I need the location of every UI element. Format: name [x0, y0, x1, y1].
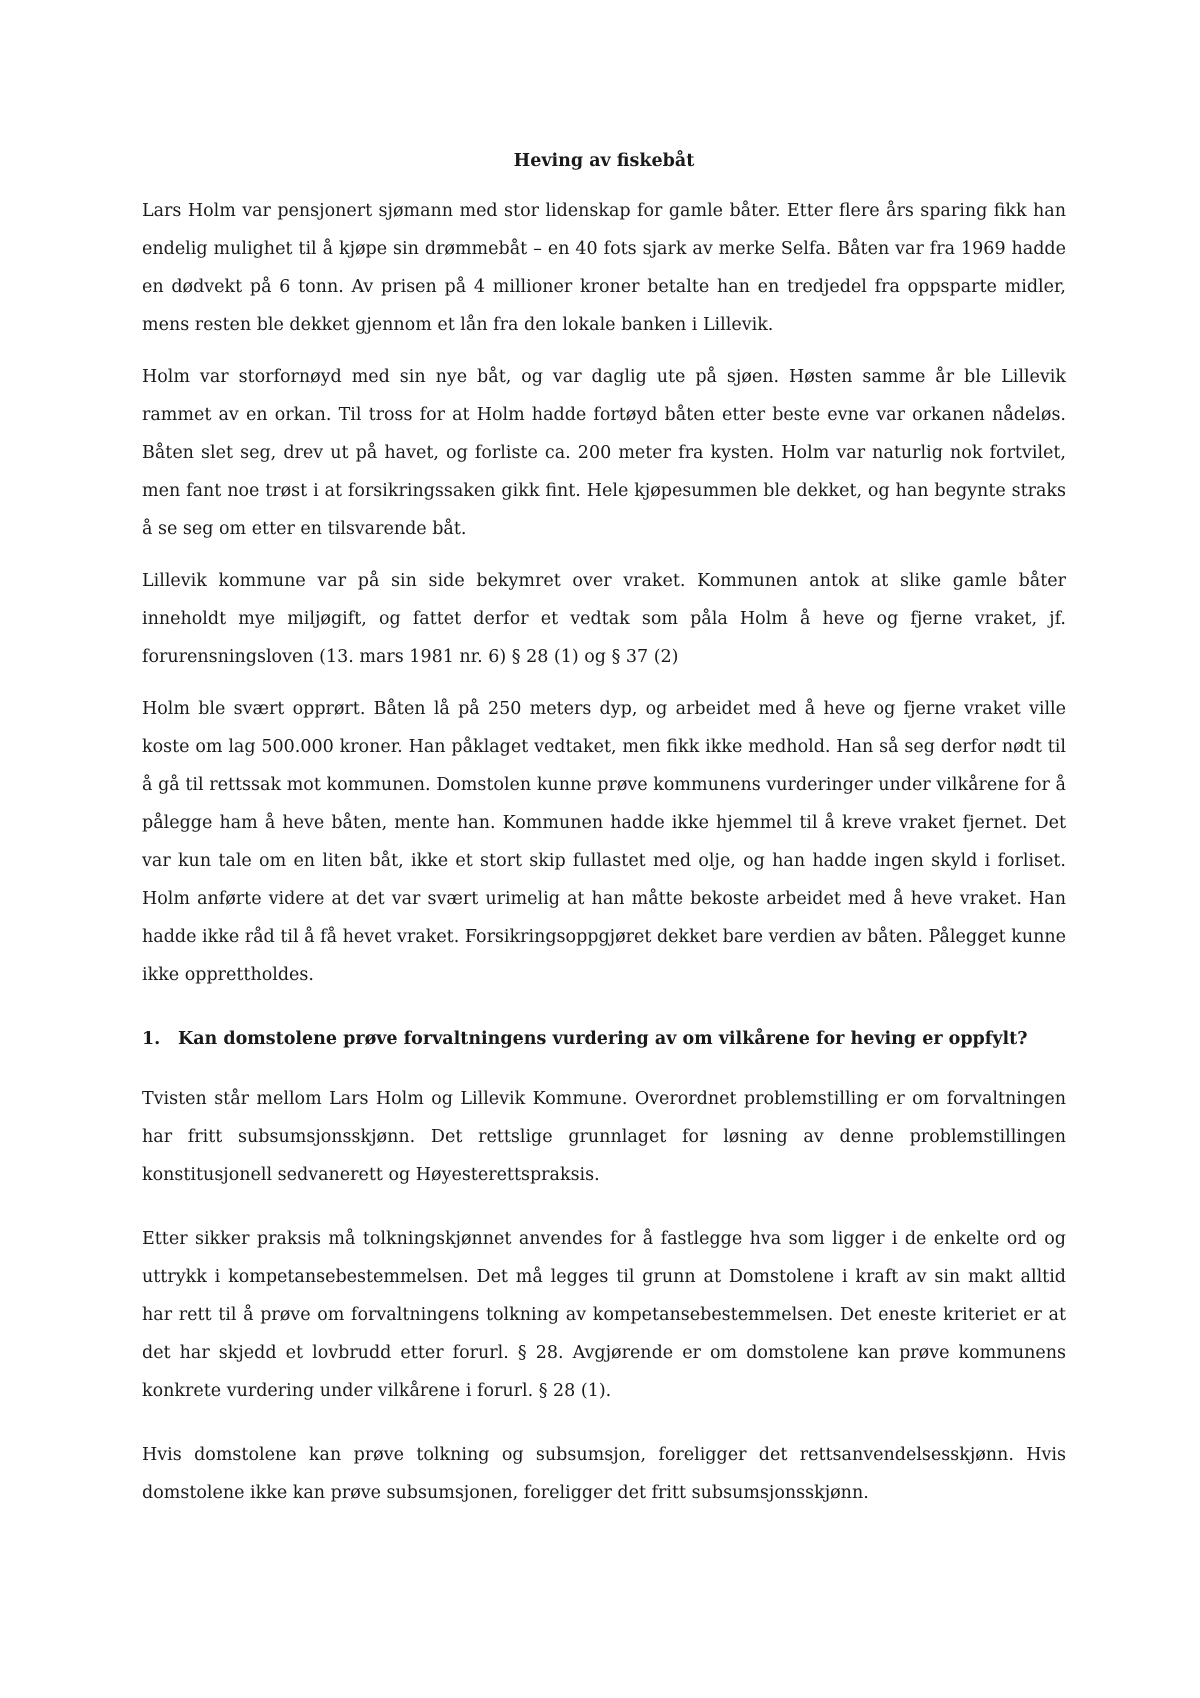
section-heading — [142, 1020, 1066, 1058]
section-paragraph-1: Tvisten står mellom Lars Holm og Lillevik Kommune. Overordnet problemstilling er om forvaltningen har fritt subsumsjonsskjønn. Det rettslige grunnlaget for løsning av denne problemstillingen konstitusjonell sedvanerett og Høyesterettspraksis. — [142, 1089, 1066, 1185]
intro-paragraph-2: Holm var storfornøyd med sin nye båt, og var daglig ute på sjøen. Høsten samme år ble Lillevik rammet av en orkan. Til tross for at Holm hadde fortøyd båten etter beste evne var orkanen nådeløs. Båten slet seg, drev ut på havet, og forliste ca. 200 meter fra kysten. Holm var naturlig nok fortvilet, men fant noe trøst i at forsikringssaken gikk fint. Hele kjøpesummen ble dekket, og han begynte straks å se seg om etter en tilsvarende båt. — [142, 367, 1066, 539]
intro-paragraph-1: Lars Holm var pensjonert sjømann med stor lidenskap for gamle båter. Etter flere års sparing fikk han endelig mulighet til å kjøpe sin drømmebåt – en 40 fots sjark av merke Selfa. Båten var fra 1969 hadde en dødvekt på 6 tonn. Av prisen på 4 millioner kroner betalte han en tredjedel fra oppsparte midler, mens resten ble dekket gjennom et lån fra den lokale banken i Lillevik. — [142, 201, 1066, 335]
section-heading-text: Kan domstolene prøve forvaltningens vurdering av om vilkårene for heving er oppfylt? — [178, 1029, 1028, 1049]
section-paragraph-3: Hvis domstolene kan prøve tolkning og subsumsjon, foreligger det rettsanvendelsesskjønn. Hvis domstolene ikke kan prøve subsumsjonen, foreligger det fritt subsumsjonsskjønn. — [142, 1445, 1066, 1503]
intro-paragraph-3: Lillevik kommune var på sin side bekymret over vraket. Kommunen antok at slike gamle båter inneholdt mye miljøgift, og fattet derfor et vedtak som påla Holm å heve og fjerne vraket, jf. forurensningsloven (13. mars 1981 nr. 6) § 28 (1) og § 37 (2) — [142, 571, 1066, 667]
section-number: 1. — [142, 1029, 161, 1049]
section-paragraph-2: Etter sikker praksis må tolkningskjønnet anvendes for å fastlegge hva som ligger i de enkelte ord og uttrykk i kompetansebestemmelsen. Det må legges til grunn at Domstolene i kraft av sin makt alltid har rett til å prøve om forvaltningens tolkning av kompetansebestemmelsen. Det eneste kriteriet er at det har skjedd et lovbrudd etter forurl. § 28. Avgjørende er om domstolene kan prøve kommunens konkrete vurdering under vilkårene i forurl. § 28 (1). — [142, 1229, 1066, 1401]
document-title: Heving av fiskebåt — [513, 151, 695, 171]
intro-paragraph-4: Holm ble svært opprørt. Båten lå på 250 meters dyp, og arbeidet med å heve og fjerne vraket ville koste om lag 500.000 kroner. Han påklaget vedtaket, men fikk ikke medhold. Han så seg derfor nødt til å gå til rettssak mot kommunen. Domstolen kunne prøve kommunens vurderinger under vilkårene for å pålegge ham å heve båten, mente han. Kommunen hadde ikke hjemmel til å kreve vraket fjernet. Det var kun tale om en liten båt, ikke et stort skip fullastet med olje, og han hadde ingen skyld i forliset. Holm anførte videre at det var svært urimelig at han måtte bekoste arbeidet med å heve vraket. Han hadde ikke råd til å få hevet vraket. Forsikringsoppgjøret dekket bare verdien av båten. Pålegget kunne ikke opprettholdes. — [142, 699, 1066, 985]
document-page — [142, 142, 1066, 1526]
